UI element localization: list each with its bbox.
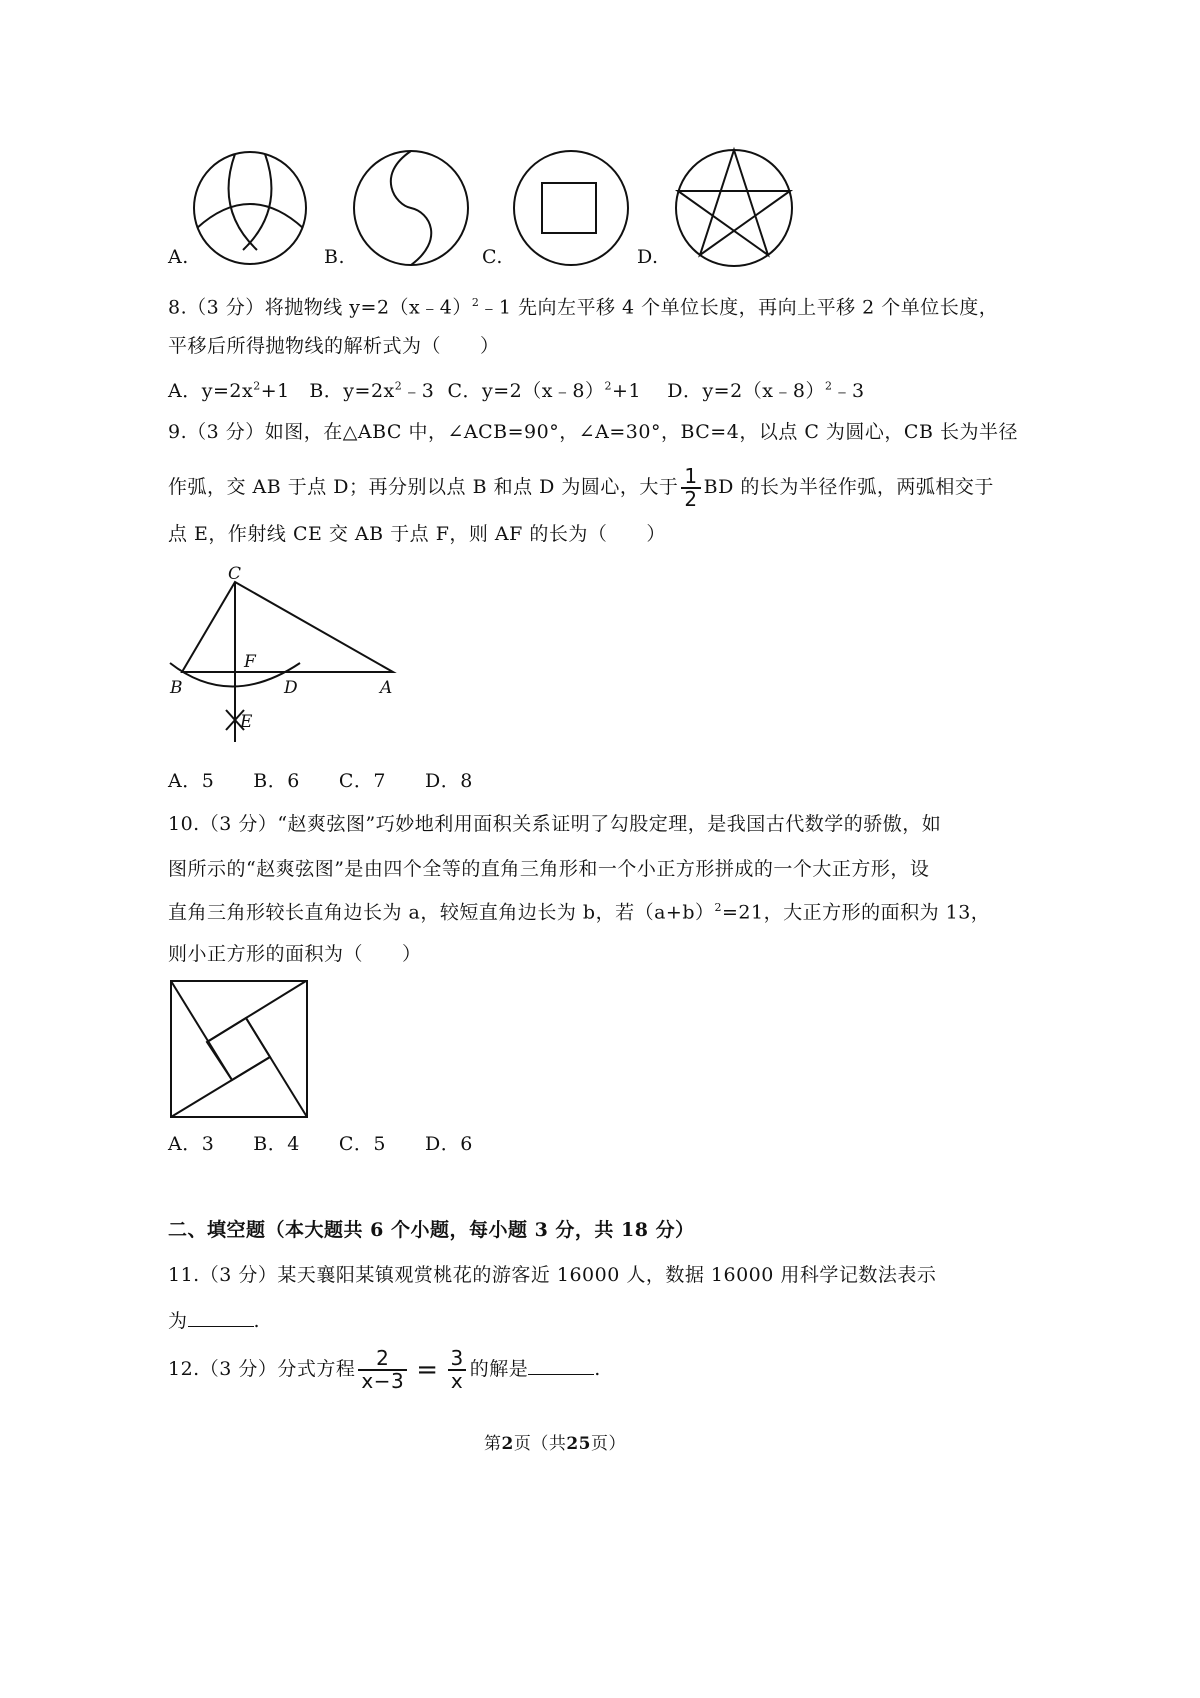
q9-line3: 点 E，作射线 CE 交 AB 于点 F，则 AF 的长为（ ） xyxy=(168,523,666,545)
yin-yang-curve-circle-icon xyxy=(354,151,468,265)
label-d: D xyxy=(284,678,298,698)
q8-line2: 平移后所得抛物线的解析式为（ ） xyxy=(168,335,500,357)
q10-options: A．3 B．4 C．5 D．6 xyxy=(168,1133,473,1155)
option-label-c: C. xyxy=(482,246,503,268)
three-arc-circle-icon xyxy=(194,152,306,264)
q8-option-b: B．$y=2x^2﹣3$ xyxy=(309,380,435,403)
pentagram-in-circle-icon xyxy=(676,150,792,266)
label-f: F xyxy=(244,652,256,672)
zhao-shuang-figure xyxy=(170,980,310,1120)
q8-option-c: C．y=2（x﹣8）$^2$+1 xyxy=(447,380,642,403)
q9-fraction: $\frac{1}{2}$ xyxy=(681,466,700,510)
q12-equals: = xyxy=(416,1355,439,1385)
q10-line4: 则小正方形的面积为（ ） xyxy=(168,943,422,965)
triangle-abc xyxy=(182,582,393,672)
q9-options: A．5 B．6 C．7 D．8 xyxy=(168,770,473,792)
q8-exponent: 2 xyxy=(471,296,480,309)
q10-text-cont: =21，大正方形的面积为 13， xyxy=(721,901,991,924)
q9-line1: 9.（3 分）如图，在△ABC 中，∠ACB=90°，∠A=30°，BC=4，以点 C 为圆心，CB 长为半径 xyxy=(168,421,1018,443)
page-footer: 第2页（共25页） xyxy=(484,1434,627,1454)
q10-line3 xyxy=(168,902,990,922)
q12-fraction-right: $\frac{3}{x}$ xyxy=(447,1348,466,1392)
q8-text: 8.（3 分）将抛物线 y=2（x﹣4） xyxy=(168,296,472,319)
q10-text: 直角三角形较长直角边长为 a，较短直角边长为 b，若（a+b） xyxy=(168,901,715,924)
page-total: 25 xyxy=(566,1434,592,1454)
section-heading: 二、填空题（本大题共 6 个小题，每小题 3 分，共 18 分） xyxy=(168,1219,695,1241)
q8-option-d: D．y=2（x﹣8）$^2$﹣3 xyxy=(667,380,865,403)
square-in-circle-icon xyxy=(514,151,628,265)
q11-line2: 为 . xyxy=(168,1310,261,1332)
q9-triangle-figure xyxy=(160,560,410,750)
q9-line2 xyxy=(168,466,994,510)
q8-text-cont: ﹣1 先向左平移 4 个单位长度，再向上平移 2 个单位长度， xyxy=(479,296,999,319)
q10-line1: 10.（3 分）“赵爽弦图”巧妙地利用面积关系证明了勾股定理，是我国古代数学的骄傲，如 xyxy=(168,813,942,835)
label-a: A xyxy=(380,678,393,698)
q9-text: 作弧，交 AB 于点 D；再分别以点 B 和点 D 为圆心，大于 xyxy=(168,476,679,498)
q10-exponent: 2 xyxy=(714,901,722,914)
option-label-b: B. xyxy=(324,246,346,268)
option-label-d: D. xyxy=(637,246,659,268)
label-b: B xyxy=(170,678,183,698)
option-label-a: A. xyxy=(168,246,189,268)
q8-option-a: A．$y=2x^2+1$ xyxy=(168,380,290,403)
q12-text: 12.（3 分）分式方程 xyxy=(168,1358,356,1380)
q8-line1 xyxy=(168,297,998,317)
q8-options xyxy=(168,381,865,401)
q11-answer-blank[interactable] xyxy=(188,1310,254,1327)
q10-line2: 图所示的“赵爽弦图”是由四个全等的直角三角形和一个小正方形拼成的一个大正方形，设 xyxy=(168,858,930,880)
page-number: 2 xyxy=(501,1434,514,1454)
label-c: C xyxy=(228,564,242,584)
label-e: E xyxy=(240,712,253,732)
q12-fraction-left: $\frac{2}{x-3}$ xyxy=(358,1348,407,1392)
q12-answer-blank[interactable] xyxy=(528,1358,594,1375)
q12-line: 12.（3 分）分式方程 $\frac{2}{x-3}$ = $\frac{3}{x}$ 的解是 . xyxy=(168,1346,601,1393)
q9-text-cont: BD 的长为半径作弧，两弧相交于 xyxy=(703,476,994,498)
q11-line1: 11.（3 分）某天襄阳某镇观赏桃花的游客近 16000 人，数据 16000 用科学记数法表示 xyxy=(168,1264,937,1286)
q12-text-cont: 的解是 xyxy=(469,1358,529,1380)
